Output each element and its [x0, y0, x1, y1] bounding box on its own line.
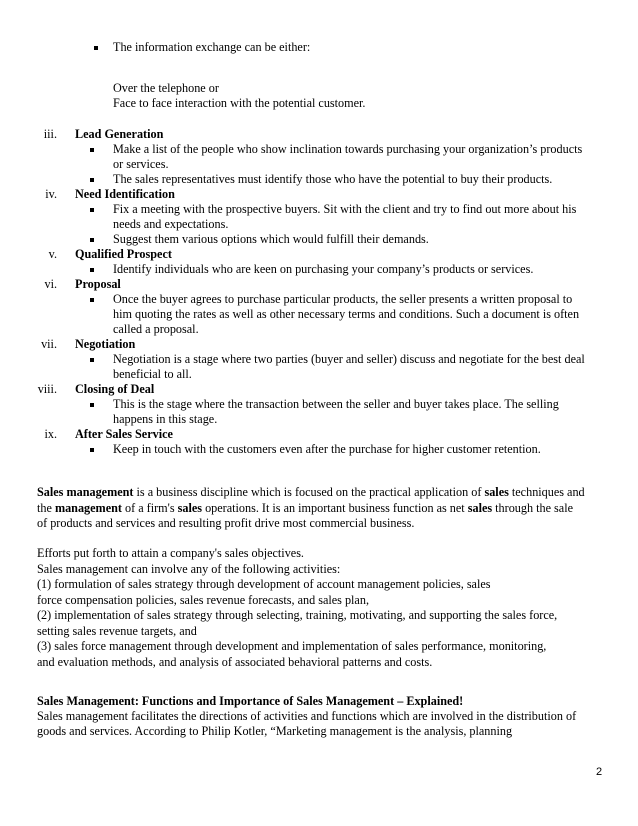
step-number: vii. — [41, 337, 57, 351]
step-bullet-line: Keep in touch with the customers even after the purchase for higher customer retention. — [113, 442, 541, 456]
term-sales-management: Sales management — [37, 485, 134, 499]
bullet-marker — [90, 358, 94, 362]
term-sales: sales — [467, 501, 493, 515]
bullet-marker — [90, 448, 94, 452]
definition-text: is a business discipline which is focused on the practical application of — [133, 485, 485, 499]
step-bullet-line: happens in this stage. — [113, 412, 218, 426]
activities-line: Efforts put forth to attain a company's sales objectives. — [37, 546, 304, 560]
definition-text: the — [37, 501, 55, 515]
definition-text: through the sale — [492, 501, 574, 515]
bullet-marker — [90, 403, 94, 407]
step-bullet-line: Identify individuals who are keen on purchasing your company’s products or services. — [113, 262, 534, 276]
step-title: Lead Generation — [75, 127, 164, 141]
step-bullet-line: or services. — [113, 157, 169, 171]
activities-line: force compensation policies, sales revenue forecasts, and sales plan, — [37, 592, 369, 607]
step-bullet-line: Once the buyer agrees to purchase particular products, the seller presents a written proposal to — [113, 292, 573, 306]
step-bullet-line: Negotiation is a stage where two parties (buyer and seller) discuss and negotiate for the best deal — [113, 352, 585, 366]
definition-line-2 — [37, 501, 573, 516]
step-number: viii. — [37, 382, 57, 396]
page-number: 2 — [596, 766, 603, 778]
step-bullet-line: Fix a meeting with the prospective buyers. Sit with the client and try to find out more about his — [113, 202, 577, 216]
step-bullet-line: Make a list of the people who show inclination towards purchasing your organization’s products — [113, 142, 583, 156]
step-bullet-line: Suggest them various options which would fulfill their demands. — [113, 232, 429, 246]
activities-line: (2) implementation of sales strategy through selecting, training, motivating, and supporting the sales force, — [37, 608, 558, 622]
step-title: Closing of Deal — [75, 382, 155, 396]
functions-heading: Sales Management: Functions and Importance of Sales Management – Explained! — [37, 694, 464, 708]
bullet-marker — [90, 178, 94, 182]
step-bullet-line: The sales representatives must identify those who have the potential to buy their products. — [113, 172, 553, 186]
step-title: Qualified Prospect — [75, 247, 172, 261]
definition-line-3: of products and services and resulting profit drive most commercial business. — [37, 516, 415, 530]
definition-text: techniques and — [508, 485, 585, 499]
definition-text: of a firm's — [121, 501, 178, 515]
step-title: Proposal — [75, 277, 121, 291]
bullet-marker — [90, 268, 94, 272]
intro-bullet-text: The information exchange can be either: — [113, 40, 311, 54]
functions-line: Sales management facilitates the directions of activities and functions which are involved in the distribution of — [37, 709, 577, 723]
term-sales: sales — [177, 501, 203, 515]
bullet-marker — [90, 298, 94, 302]
step-bullet-line: This is the stage where the transaction between the seller and buyer takes place. The selling — [113, 397, 559, 411]
bullet-marker — [94, 46, 98, 50]
step-title: Negotiation — [75, 337, 136, 351]
activities-line: and evaluation methods, and analysis of associated behavioral patterns and costs. — [37, 654, 433, 669]
term-sales: sales — [484, 485, 509, 499]
intro-option-1: Over the telephone or — [113, 81, 219, 95]
bullet-marker — [90, 238, 94, 242]
activities-line: (3) sales force management through development and implementation of sales performance, monitoring, — [37, 639, 547, 653]
intro-option-2: Face to face interaction with the potential customer. — [113, 96, 366, 110]
step-bullet-line: needs and expectations. — [113, 217, 229, 231]
definition-text: operations. It is an important business function as net — [202, 501, 468, 515]
activities-line: (1) formulation of sales strategy through development of account management policies, sales — [37, 577, 491, 591]
step-number: iii. — [43, 127, 57, 141]
step-number: ix. — [44, 427, 57, 441]
functions-line: goods and services. According to Philip Kotler, “Marketing management is the analysis, planning — [37, 724, 513, 738]
step-bullet-line: beneficial to all. — [113, 367, 192, 381]
bullet-marker — [90, 208, 94, 212]
activities-line: Sales management can involve any of the following activities: — [37, 561, 341, 576]
step-title: After Sales Service — [75, 427, 173, 441]
step-bullet-line: him quoting the rates as well as other necessary terms and conditions. Such a document is often — [113, 307, 580, 321]
step-bullet-line: called a proposal. — [113, 322, 199, 336]
activities-line: setting sales revenue targets, and — [37, 623, 197, 638]
bullet-marker — [90, 148, 94, 152]
definition-line-1 — [37, 485, 585, 500]
step-number: iv. — [45, 187, 57, 201]
step-title: Need Identification — [75, 187, 175, 201]
step-number: v. — [48, 247, 57, 261]
term-management: management — [54, 501, 122, 515]
step-number: vi. — [44, 277, 57, 291]
